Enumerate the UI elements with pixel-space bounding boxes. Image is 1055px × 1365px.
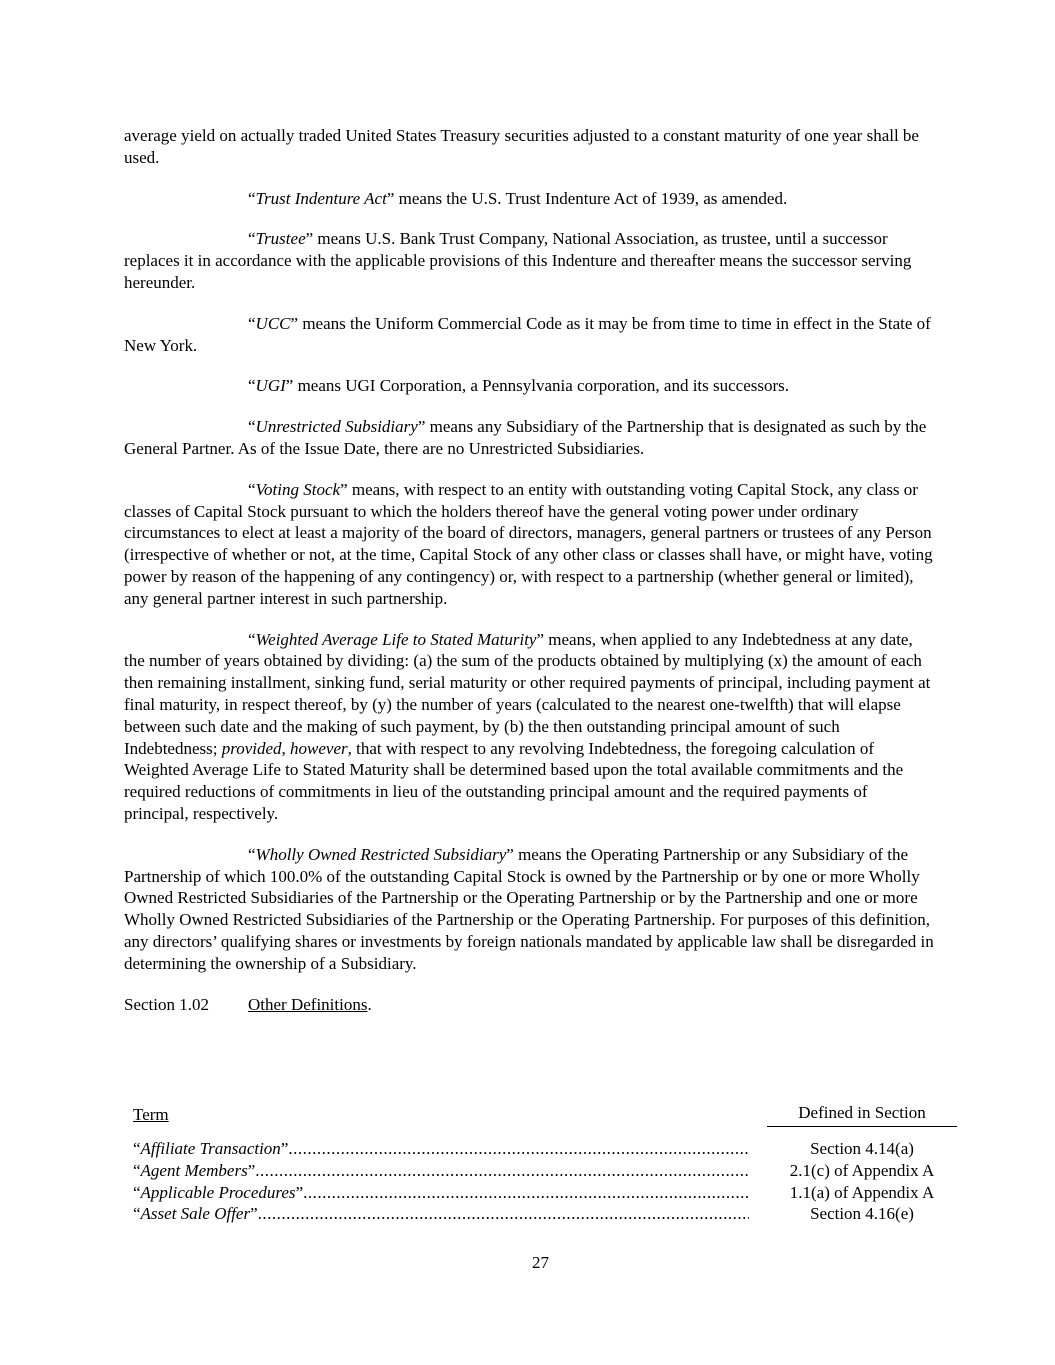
document-body: [124, 125, 934, 1015]
paragraph-continuation: average yield on actually traded United States Treasury securities adjusted to a constant maturity of one year shall be used.: [124, 126, 919, 167]
close-quote: ”: [285, 376, 294, 396]
term-cell: [133, 1138, 288, 1160]
close-quote: ”: [295, 1182, 304, 1202]
definition-weighted-average-life: [124, 629, 934, 825]
term-column-header: Term: [133, 1105, 169, 1124]
table-row: [133, 1182, 957, 1204]
open-quote: “: [133, 1204, 141, 1224]
open-quote: “: [248, 417, 256, 437]
definitions-table-header: [133, 1102, 957, 1138]
definition-text: means, when applied to any Indebtedness at any date, the number of years obtained by dividing: (a) the sum of the products obtained by multiplying (x) the amount of each then remaining installment, sinking fund, serial maturity or other required payments of principal, including payment at final maturity, in respect thereof, by (y) the number of years (calculated to the nearest one-twelfth) that will elapse between such date and the making of such payment, by (b) the then outstanding principal amount of such Indebtedness;: [124, 629, 931, 758]
section-number: Section 1.02: [124, 994, 209, 1014]
term-text: Applicable Procedures: [140, 1182, 296, 1202]
close-quote: ”: [280, 1139, 289, 1158]
close-quote: ”: [290, 313, 299, 333]
however-term: however: [290, 738, 348, 758]
term-cell: [133, 1182, 303, 1204]
term-cell: [133, 1160, 255, 1182]
definitions-table: [133, 1102, 957, 1225]
defined-term: Trust Indenture Act: [255, 188, 387, 208]
term-text: Asset Sale Offer: [140, 1204, 251, 1224]
dot-leader: [288, 1138, 749, 1160]
definition-text: means any Subsidiary of the Partnership that is designated as such by the General Partner. As of the Issue Date, there are no Unrestricted Subsidiaries.: [124, 417, 927, 458]
open-quote: “: [248, 376, 256, 396]
open-quote: “: [133, 1139, 141, 1158]
defined-term: Trustee: [255, 229, 306, 249]
definition-wholly-owned-restricted-subsidiary: [124, 844, 934, 975]
table-row: [133, 1203, 957, 1225]
comma: ,: [281, 738, 291, 758]
definition-trust-indenture-act: [124, 188, 934, 210]
close-quote: ”: [536, 629, 545, 649]
close-quote: ”: [305, 229, 314, 249]
close-quote: ”: [250, 1204, 258, 1224]
defined-in-section-header: Defined in Section: [767, 1102, 957, 1127]
dot-leader: [303, 1182, 749, 1204]
provided-term: provided: [221, 738, 282, 758]
defined-term: Voting Stock: [255, 479, 341, 499]
definition-trustee: [124, 228, 934, 293]
defined-term: Wholly Owned Restricted Subsidiary: [255, 844, 507, 864]
close-quote: ”: [417, 417, 426, 437]
open-quote: “: [248, 313, 256, 333]
page-number: 27: [532, 1253, 549, 1272]
close-quote: ”: [386, 188, 395, 208]
definition-text: means, with respect to an entity with outstanding voting Capital Stock, any class or classes of Capital Stock pursuant to which the holders thereof have the general voting power under ordinary circumstances to elect at least a majority of the board of directors, managers, general partners or trustees of any Person (irrespective of whether or not, at the time, Capital Stock of any other class or classes shall have, or might have, voting power by reason of the happening of any contingency) or, with respect to a partnership (whether general or limited), any general partner interest in such partnership.: [124, 479, 933, 608]
close-quote: ”: [340, 479, 348, 499]
defined-term: UGI: [255, 376, 286, 396]
definition-text: means the Operating Partnership or any Subsidiary of the Partnership of which 100.0% of the outstanding Capital Stock is owned by the Partnership or by one or more Wholly Owned Restricted Subsidiaries of the Partnership or the Operating Partnership or by the Partnership and one or more Wholly Owned Restricted Subsidiaries of the Partnership or the Operating Partnership. For purposes of this definition, any directors’ qualifying shares or investments by foreign nationals mandated by applicable law shall be disregarded in determining the ownership of a Subsidiary.: [124, 844, 934, 973]
section-reference: 1.1(a) of Appendix A: [789, 1182, 935, 1202]
open-quote: “: [248, 479, 256, 499]
term-text: Agent Members: [140, 1160, 248, 1180]
section-title: Other Definitions: [248, 994, 368, 1014]
definition-ugi: [124, 375, 934, 397]
defined-term: Unrestricted Subsidiary: [255, 417, 418, 437]
definition-voting-stock: [124, 479, 934, 610]
dot-leader: [258, 1203, 749, 1225]
term-cell: [133, 1203, 258, 1225]
open-quote: “: [133, 1182, 141, 1202]
close-quote: ”: [247, 1160, 256, 1180]
open-quote: “: [248, 229, 256, 249]
section-heading: [124, 994, 934, 1016]
definition-text: means the U.S. Trust Indenture Act of 1939, as amended.: [394, 188, 788, 208]
section-reference: 2.1(c) of Appendix A: [789, 1160, 935, 1180]
definition-text-continued: , that with respect to any revolving Indebtedness, the foregoing calculation of Weighted Average Life to Stated Maturity shall be determined based upon the total available commitments and the required reductions of commitments in lieu of the outstanding principal amount and the required payments of principal, respectively.: [124, 738, 904, 823]
defined-term: Weighted Average Life to Stated Maturity: [255, 629, 537, 649]
section-reference: Section 4.14(a): [810, 1139, 914, 1158]
open-quote: “: [248, 629, 256, 649]
dot-leader: [255, 1160, 749, 1182]
definition-text: means U.S. Bank Trust Company, National Association, as trustee, until a successor replaces it in accordance with the applicable provisions of this Indenture and thereafter means the successor serving hereunder.: [124, 229, 912, 292]
table-row: [133, 1160, 957, 1182]
definition-text: means the Uniform Commercial Code as it may be from time to time in effect in the State of New York.: [124, 313, 931, 355]
definition-text: means UGI Corporation, a Pennsylvania corporation, and its successors.: [293, 376, 790, 396]
definition-ucc: [124, 313, 934, 357]
section-reference: Section 4.16(e): [810, 1204, 914, 1224]
section-period: .: [367, 994, 372, 1014]
open-quote: “: [248, 844, 256, 864]
defined-term: UCC: [255, 313, 291, 333]
open-quote: “: [133, 1160, 141, 1180]
term-text: Affiliate Transaction: [140, 1139, 281, 1158]
table-row: [133, 1138, 957, 1160]
definition-unrestricted-subsidiary: [124, 416, 934, 460]
close-quote: ”: [506, 844, 514, 864]
open-quote: “: [248, 188, 256, 208]
